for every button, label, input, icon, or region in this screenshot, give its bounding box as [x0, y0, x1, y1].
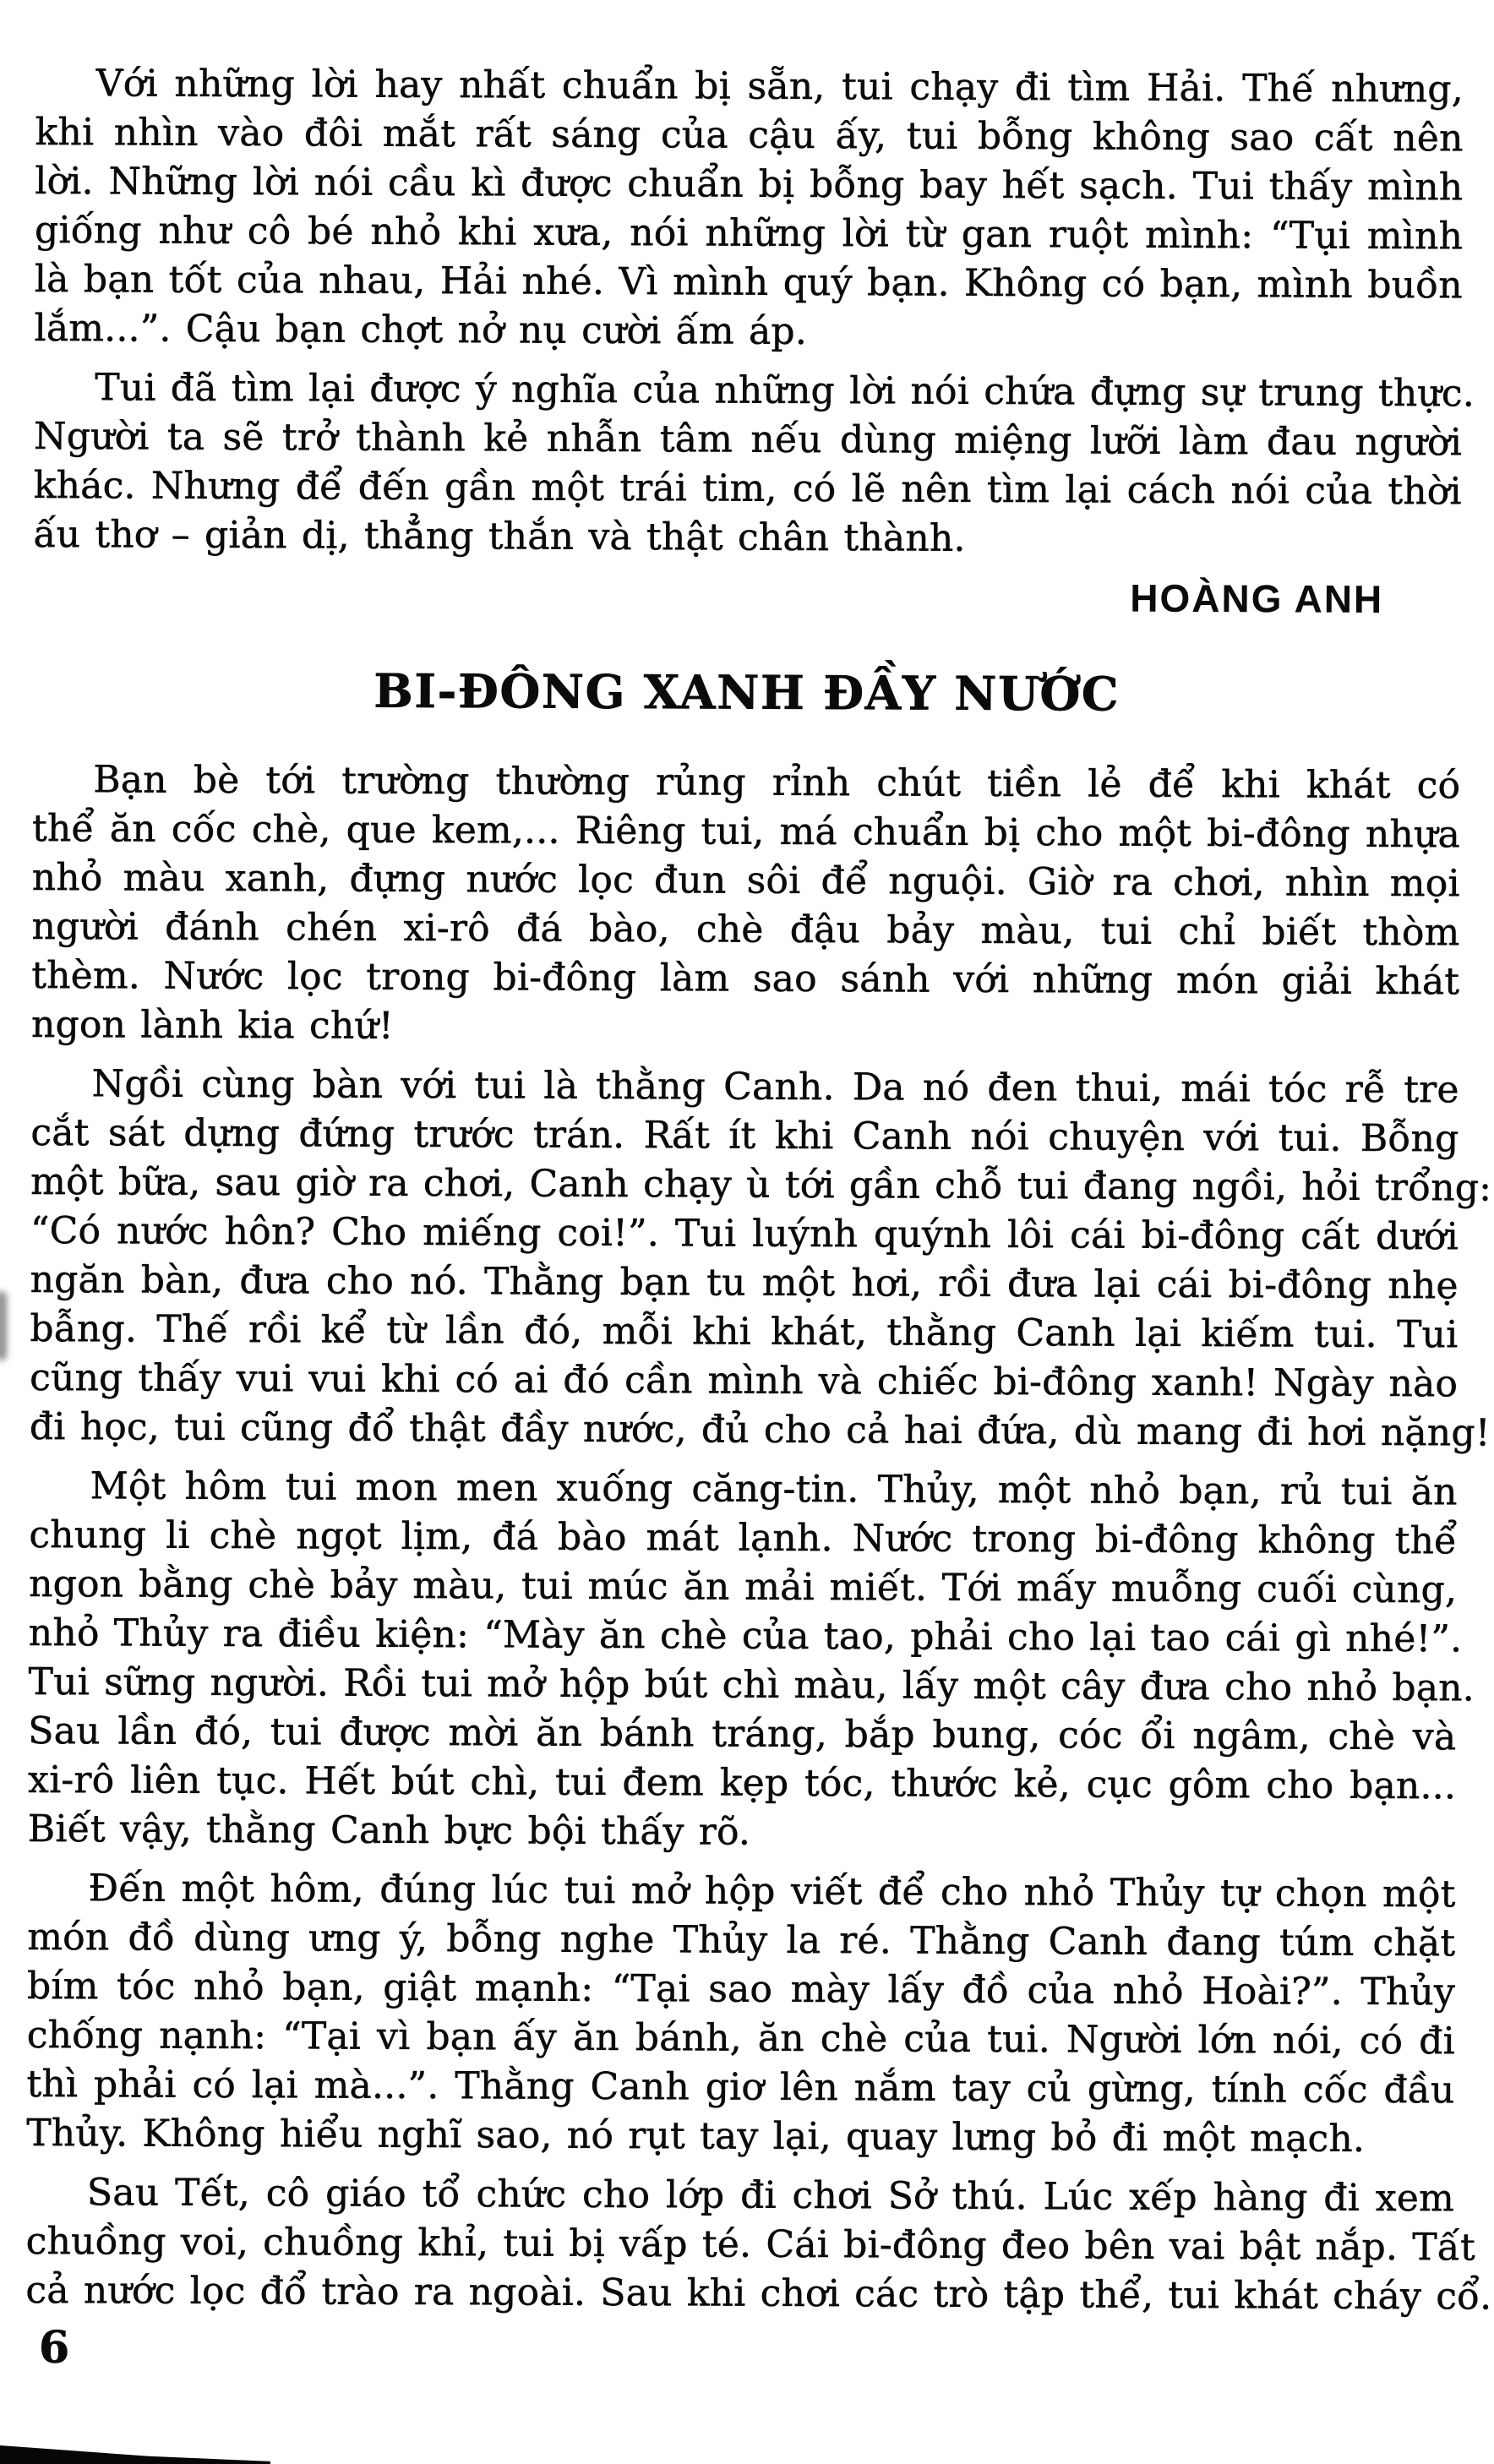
- text-line: thèm. Nước lọc trong bi-đông làm sao sánh với những món giải khát: [31, 953, 1460, 1004]
- text-line: món đồ dùng ưng ý, bỗng nghe Thủy la ré. Thằng Canh đang túm chặt: [27, 1915, 1456, 1965]
- text-line: bím tóc nhỏ bạn, giật mạnh: “Tại sao mày lấy đồ của nhỏ Hoài?”. Thủy: [26, 1964, 1456, 2014]
- page-content: [25, 59, 1492, 2331]
- story-section: [25, 755, 1492, 2321]
- text-line: Tui đã tìm lại được ý nghĩa của những lời nói chứa đựng sự trung thực.: [95, 366, 1475, 416]
- text-line: thì phải có lại mà...”. Thằng Canh giơ lên nắm tay củ gừng, tính cốc đầu: [26, 2062, 1455, 2112]
- text-line: nhỏ Thủy ra điều kiện: “Mày ăn chè của tao, phải cho lại tao cái gì nhé!”.: [28, 1611, 1463, 1661]
- paragraph: [25, 2168, 1492, 2321]
- paragraph: [27, 1462, 1475, 1860]
- text-line: xi-rô liên tục. Hết bút chì, tui đem kẹp tóc, thước kẻ, cục gôm cho bạn...: [28, 1758, 1457, 1808]
- text-line: chung li chè ngọt lịm, đá bào mát lạnh. Nước trong bi-đông không thể: [29, 1513, 1458, 1563]
- text-line: Đến một hôm, đúng lúc tui mở hộp viết để cho nhỏ Thủy tự chọn một: [88, 1867, 1456, 1916]
- text-line: người đánh chén xi-rô đá bào, chè đậu bảy màu, tui chỉ biết thòm: [31, 904, 1460, 955]
- text-line: lắm...”. Cậu bạn chợt nở nụ cười ấm áp.: [34, 306, 808, 353]
- text-line: ngon bằng chè bảy màu, tui múc ăn mải miết. Tới mấy muỗng cuối cùng,: [29, 1562, 1458, 1612]
- text-line: Sau lần đó, tui được mời ăn bánh tráng, bắp bung, cóc ổi ngâm, chè và: [28, 1709, 1457, 1759]
- text-line: Ngồi cùng bàn với tui là thằng Canh. Da nó đen thui, mái tóc rễ tre: [91, 1062, 1459, 1112]
- text-line: cắt sát dựng đứng trước trán. Rất ít khi Canh nói chuyện với tui. Bỗng: [30, 1110, 1459, 1161]
- text-line: Bạn bè tới trường thường rủng rỉnh chút tiền lẻ để khi khát có: [93, 758, 1461, 808]
- text-line: bẫng. Thế rồi kể từ lần đó, mỗi khi khát, thằng Canh lại kiếm tui. Tui: [30, 1306, 1459, 1357]
- text-line: khi nhìn vào đôi mắt rất sáng của cậu ấy, tui bỗng không sao cất nên: [35, 110, 1464, 161]
- text-line: thể ăn cốc chè, que kem,... Riêng tui, má chuẩn bị cho một bi-đông nhựa: [31, 806, 1461, 857]
- page-number: 6: [39, 2322, 70, 2374]
- text-line: chuồng voi, chuồng khỉ, tui bị vấp té. Cái bi-đông đeo bên vai bật nắp. Tất: [25, 2219, 1476, 2270]
- scan-artifact-edge-smudge: [0, 1291, 7, 1360]
- text-line: “Có nước hôn? Cho miếng coi!”. Tui luýnh quýnh lôi cái bi-đông cất dưới: [30, 1208, 1459, 1259]
- text-line: cũng thấy vui vui khi có ai đó cần mình và chiếc bi-đông xanh! Ngày nào: [30, 1355, 1459, 1406]
- text-line: nhỏ màu xanh, đựng nước lọc đun sôi để nguội. Giờ ra chơi, nhìn mọi: [31, 855, 1460, 906]
- paragraph: [29, 1060, 1492, 1458]
- text-line: một bữa, sau giờ ra chơi, Canh chạy ù tới gần chỗ tui đang ngồi, hỏi trổng:: [30, 1159, 1492, 1210]
- text-line: ấu thơ – giản dị, thẳng thắn và thật chân thành.: [33, 512, 966, 560]
- author-name: HOÀNG ANH: [1130, 575, 1384, 621]
- text-line: Tui sững người. Rồi tui mở hộp bút chì màu, lấy một cây đưa cho nhỏ bạn.: [28, 1660, 1475, 1710]
- text-line: cả nước lọc đổ trào ra ngoài. Sau khi chơi các trò tập thể, tui khát cháy cổ.: [25, 2268, 1492, 2319]
- text-line: chống nạnh: “Tại vì bạn ấy ăn bánh, ăn chè của tui. Người lớn nói, có đi: [26, 2013, 1455, 2063]
- paragraph: [34, 59, 1464, 359]
- intro-section: [33, 59, 1475, 565]
- text-line: Với những lời hay nhất chuẩn bị sẵn, tui chạy đi tìm Hải. Thế nhưng,: [95, 62, 1464, 112]
- text-line: Người ta sẽ trở thành kẻ nhẫn tâm nếu dùng miệng lưỡi làm đau người: [33, 414, 1463, 465]
- story-title: BI-ĐÔNG XANH ĐẦY NƯỚC: [374, 662, 1120, 722]
- text-line: lời. Những lời nói cầu kì được chuẩn bị bỗng bay hết sạch. Tui thấy mình: [35, 159, 1464, 210]
- text-line: Sau Tết, cô giáo tổ chức cho lớp đi chơi Sở thú. Lúc xếp hàng đi xem: [86, 2171, 1455, 2221]
- text-line: ngon lành kia chứ!: [30, 1002, 394, 1048]
- scan-artifact-corner: [0, 2445, 270, 2464]
- text-line: khác. Nhưng để đến gần một trái tim, có lẽ nên tìm lại cách nói của thời: [33, 463, 1462, 514]
- text-line: đi học, tui cũng đổ thật đầy nước, đủ cho cả hai đứa, dù mang đi hơi nặng!: [29, 1404, 1491, 1455]
- text-line: là bạn tốt của nhau, Hải nhé. Vì mình quý bạn. Không có bạn, mình buồn: [34, 257, 1463, 308]
- text-line: Biết vậy, thằng Canh bực bội thấy rõ.: [27, 1807, 751, 1854]
- paragraph: [31, 755, 1461, 1055]
- text-line: Một hôm tui mon men xuống căng-tin. Thủy, một nhỏ bạn, rủ tui ăn: [90, 1464, 1458, 1514]
- paragraph: [26, 1864, 1456, 2164]
- text-line: ngăn bàn, đưa cho nó. Thằng bạn tu một hơi, rồi đưa lại cái bi-đông nhẹ: [30, 1257, 1459, 1308]
- paragraph: [33, 363, 1475, 565]
- text-line: Thủy. Không hiểu nghĩ sao, nó rụt tay lại, quay lưng bỏ đi một mạch.: [26, 2111, 1366, 2161]
- text-line: giống như cô bé nhỏ khi xưa, nói những lời từ gan ruột mình: “Tụi mình: [35, 208, 1464, 259]
